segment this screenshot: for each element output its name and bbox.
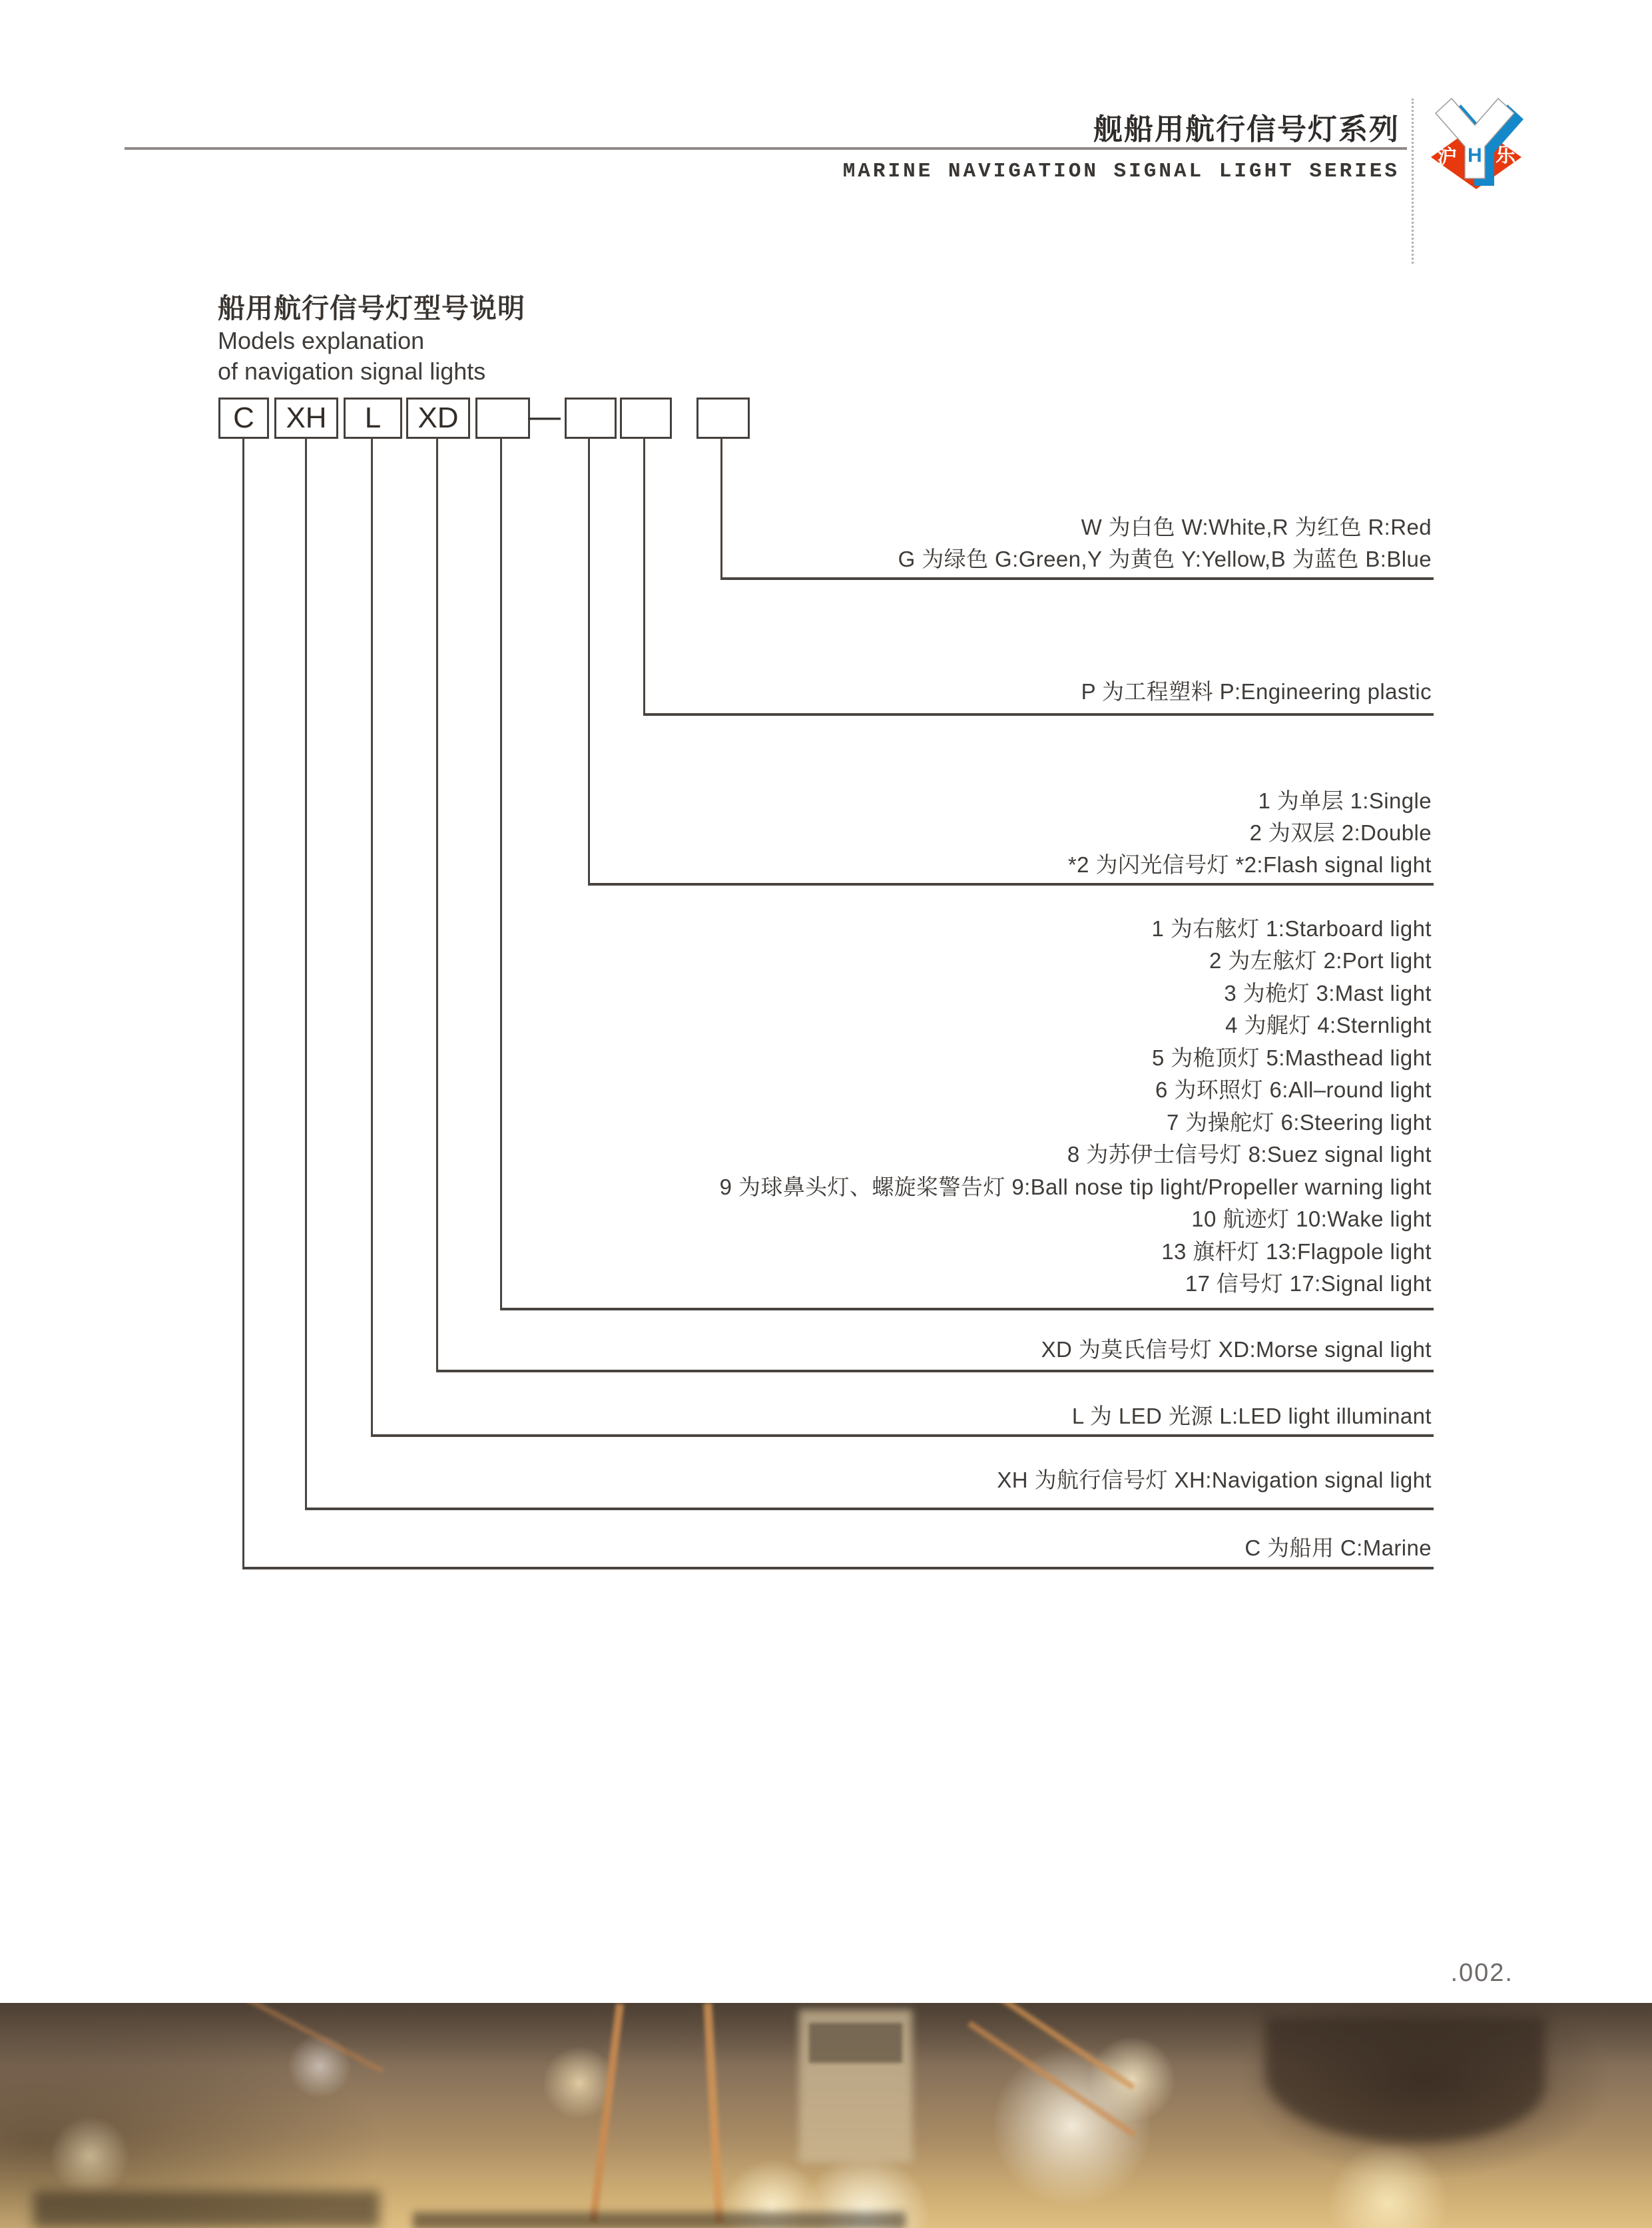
- photo-boats-silhouette: [33, 2191, 380, 2228]
- model-code-box-empty-1: [475, 398, 530, 439]
- explanation-row-led: L 为 LED 光源 L:LED light illuminant: [1071, 1404, 1432, 1428]
- explanation-row-color-2: G 为绿色 G:Green,Y 为黄色 Y:Yellow,B 为蓝色 B:Blue: [898, 547, 1432, 571]
- explanation-row-light-2: 2 为左舷灯 2:Port light: [1209, 948, 1432, 973]
- rule-color: [720, 577, 1434, 580]
- photo-bottom-dark-strip: [413, 2212, 906, 2228]
- explanation-row-navigation: XH 为航行信号灯 XH:Navigation signal light: [997, 1468, 1432, 1492]
- rule-layer: [588, 883, 1434, 886]
- explanation-row-light-3: 3 为桅灯 3:Mast light: [1224, 981, 1432, 1005]
- rule-marine: [242, 1567, 1434, 1569]
- explanation-row-layer-3: *2 为闪光信号灯 *2:Flash signal light: [1067, 852, 1432, 877]
- photo-ship-bow-silhouette: [1265, 2016, 1545, 2143]
- model-code-box-xd: XD: [406, 398, 470, 439]
- connector-vline-layer: [588, 437, 590, 883]
- model-code-box-c: C: [218, 398, 269, 439]
- photo-crane-leg-2: [703, 2003, 723, 2223]
- photo-crane-strut-2: [967, 2021, 1137, 2137]
- photo-crane-strut-1: [950, 2003, 1135, 2089]
- company-logo: [1429, 73, 1533, 226]
- page-number: .002.: [1450, 1959, 1514, 1987]
- model-code-box-empty-2: [565, 398, 617, 439]
- explanation-row-light-12: 17 信号灯 17:Signal light: [1185, 1271, 1432, 1296]
- explanation-row-light-10: 10 航迹灯 10:Wake light: [1191, 1207, 1432, 1231]
- explanation-row-layer-2: 2 为双层 2:Double: [1249, 820, 1432, 845]
- connector-vline-c: [242, 437, 244, 1567]
- section-title-en-line1: Models explanation: [218, 327, 425, 354]
- photo-crane-strut-3: [235, 2003, 384, 2074]
- logo-char-right: 乐: [1496, 144, 1515, 166]
- explanation-row-marine: C 为船用 C:Marine: [1244, 1535, 1432, 1560]
- explanation-row-color-1: W 为白色 W:White,R 为红色 R:Red: [1081, 515, 1432, 539]
- explanation-row-material: P 为工程塑料 P:Engineering plastic: [1081, 679, 1432, 704]
- photo-crane-leg-1: [589, 2003, 624, 2222]
- rule-navigation: [305, 1508, 1434, 1510]
- photo-superstructure-windows: [809, 2023, 902, 2063]
- connector-vline-l: [371, 437, 373, 1434]
- header-rule: [125, 147, 1407, 150]
- model-code-box-xh: XH: [274, 398, 338, 439]
- connector-vline-light: [500, 437, 502, 1308]
- model-code-box-l: L: [344, 398, 402, 439]
- header-title-en: MARINE NAVIGATION SIGNAL LIGHT SERIES: [842, 160, 1400, 183]
- footer-photo: [0, 2003, 1652, 2228]
- connector-vline-xd: [436, 437, 438, 1370]
- logo-char-center: H: [1468, 144, 1482, 166]
- explanation-row-light-4: 4 为艉灯 4:Sternlight: [1225, 1013, 1432, 1037]
- connector-vline-xh: [305, 437, 307, 1508]
- rule-led: [371, 1434, 1434, 1437]
- rule-material: [643, 713, 1434, 716]
- section-title-en-line2: of navigation signal lights: [218, 358, 486, 385]
- header-dotted-divider: [1412, 99, 1414, 264]
- connector-vline-material: [643, 437, 645, 713]
- explanation-row-light-9: 9 为球鼻头灯、螺旋桨警告灯 9:Ball nose tip light/Propeller warning light: [719, 1175, 1432, 1199]
- explanation-row-light-5: 5 为桅顶灯 5:Masthead light: [1151, 1045, 1432, 1070]
- explanation-row-morse: XD 为莫氏信号灯 XD:Morse signal light: [1041, 1337, 1432, 1362]
- explanation-row-light-8: 8 为苏伊士信号灯 8:Suez signal light: [1067, 1142, 1432, 1167]
- explanation-row-light-1: 1 为右舷灯 1:Starboard light: [1151, 916, 1432, 941]
- logo-char-left: 沪: [1437, 146, 1457, 168]
- rule-light-type: [500, 1308, 1434, 1310]
- section-title-zh: 船用航行信号灯型号说明: [218, 293, 525, 324]
- connector-vline-color: [720, 437, 722, 577]
- explanation-row-light-7: 7 为操舵灯 6:Steering light: [1166, 1110, 1432, 1135]
- header-title-zh: 舰船用航行信号灯系列: [1093, 113, 1400, 146]
- model-code-box-empty-4: [696, 398, 750, 439]
- explanation-row-light-6: 6 为环照灯 6:All–round light: [1155, 1077, 1432, 1102]
- explanation-row-light-11: 13 旗杆灯 13:Flagpole light: [1161, 1239, 1432, 1264]
- model-code-dash: —: [529, 398, 561, 434]
- rule-morse: [436, 1370, 1434, 1372]
- explanation-row-layer-1: 1 为单层 1:Single: [1258, 788, 1432, 813]
- model-code-box-empty-3: [620, 398, 672, 439]
- section-title-en: [218, 326, 485, 387]
